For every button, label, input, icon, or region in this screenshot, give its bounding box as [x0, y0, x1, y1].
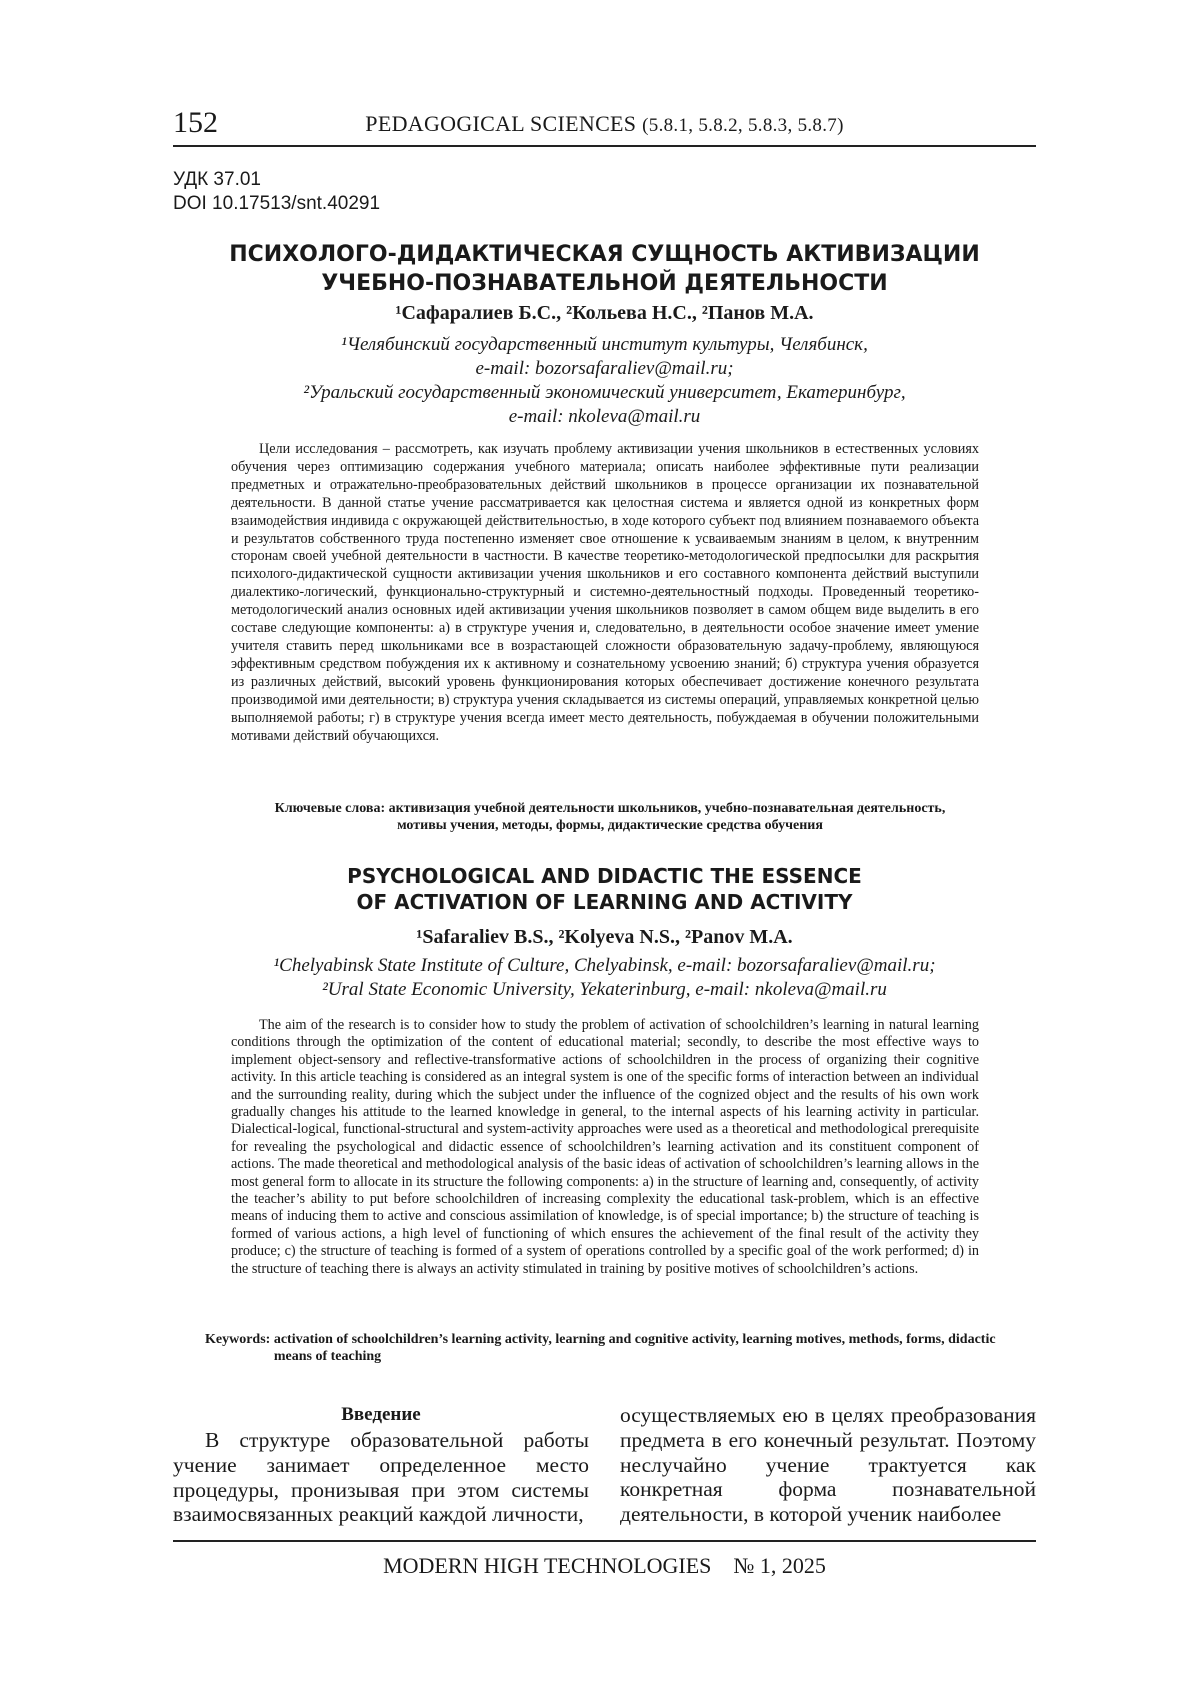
ru-title — [173, 240, 1036, 298]
section-name: PEDAGOGICAL SCIENCES — [365, 111, 637, 136]
en-title-line1: PSYCHOLOGICAL AND DIDACTIC THE ESSENCE — [347, 864, 862, 888]
en-affiliation-2: ²Ural State Economic University, Yekaterinburg, e-mail: nkoleva@mail.ru — [322, 979, 887, 1000]
page-number: 152 — [173, 106, 218, 139]
en-affiliation-1: ¹Chelyabinsk State Institute of Culture, Chelyabinsk, e-mail: bozorsafaraliev@mail.ru; — [273, 955, 936, 976]
body-column-right — [620, 1403, 1036, 1527]
ru-authors: ¹Сафаралиев Б.С., ²Кольева Н.С., ²Панов М.А. — [395, 302, 814, 324]
journal-section — [173, 111, 1036, 139]
ru-abstract: Цели исследования – рассмотреть, как изучать проблему активизации учения школьников в естественных условиях обучения через оптимизацию содержания учебного материала; описать наиболее эффективные пути реализации предметных и отражательно-преобразовательных действий школьников в процессе организации их познавательной деятельности. В данной статье учение рассматривается как целостная система и является одной из конкретных форм взаимодействия индивида с окружающей действительностью, в ходе которого субъект под влиянием познаваемого объекта и результатов собственного труда постепенно изменяет свое отношение к усваиваемым знаниям в целом, к внутренним сторонам своей учебной деятельности в частности. В качестве теоретико-методологической предпосылки для раскрытия психолого-дидактической сущности активизации учения школьников и его составного компонента действий выступили диалектико-логический, функционально-структурный и системно-деятельностный подходы. Проведенный теоретико-методологический анализ основных идей активизации учения школьников позволяет в самом общем виде выделить в его составе следующие компоненты: а) в структуре учения и, следовательно, в деятельности особое значение имеет умение учителя ставить перед школьниками все в возрастающей сложности образовательную задачу-проблему, являющуюся эффективным средством побуждения их к активному и сознательному усвоению знаний; б) структура учения образуется из различных действий, высокий уровень функционирования которых обеспечивает достижение конечного результата производимой ими деятельности; в) структура учения складывается из системы операций, управляемых конкретной целью выполняемой работы; г) в структуре учения всегда имеет место деятельность, побуждаемая в обучении положительными мотивами действий обучающихся. — [231, 441, 979, 744]
section-codes: (5.8.1, 5.8.2, 5.8.3, 5.8.7) — [642, 115, 844, 136]
en-title-line2: OF ACTIVATION OF LEARNING AND ACTIVITY — [356, 890, 853, 914]
ru-affiliation-2-email: e-mail: nkoleva@mail.ru — [508, 406, 701, 427]
en-keywords — [205, 1331, 1015, 1365]
running-head — [173, 105, 1036, 147]
footer-issue: № 1, 2025 — [733, 1553, 826, 1578]
en-authors: ¹Safaraliev B.S., ²Kolyeva N.S., ²Panov M.A. — [416, 926, 793, 948]
ru-keywords-line2: мотивы учения, методы, формы, дидактические средства обучения — [397, 818, 823, 833]
en-keywords-label: Keywords: — [205, 1332, 271, 1347]
doi: DOI 10.17513/snt.40291 — [173, 193, 381, 214]
en-keywords-text: activation of schoolchildren’s learning activity, learning and cognitive activity, learning motives, methods, forms, didactic means of teaching — [273, 1332, 996, 1364]
ru-affiliation-1: ¹Челябинский государственный институт культуры, Челябинск, — [341, 334, 868, 355]
ru-affiliation-1-email: e-mail: bozorsafaraliev@mail.ru; — [475, 358, 734, 379]
ru-affiliation-2: ²Уральский государственный экономический университет, Екатеринбург, — [303, 382, 906, 403]
ru-title-line1: ПСИХОЛОГО-ДИДАКТИЧЕСКАЯ СУЩНОСТЬ АКТИВИЗАЦИИ — [229, 242, 980, 267]
section-heading-introduction: Введение — [341, 1404, 421, 1425]
article-meta — [173, 168, 380, 216]
udc-code: УДК 37.01 — [173, 169, 261, 190]
footer-journal-name: MODERN HIGH TECHNOLOGIES — [383, 1553, 712, 1578]
body-column-left — [173, 1403, 589, 1527]
body-paragraph-right: осуществляемых ею в целях преобразования предмета в его конечный результат. Поэтому неслучайно учение трактуется как конкретная форма познавательной деятельности, в которой ученик наиболее — [620, 1403, 1036, 1527]
ru-title-line2: УЧЕБНО-ПОЗНАВАТЕЛЬНОЙ ДЕЯТЕЛЬНОСТИ — [321, 271, 888, 296]
en-affiliations — [173, 954, 1036, 1002]
ru-keywords — [205, 800, 1015, 834]
paper-page — [173, 0, 1036, 1697]
en-title — [173, 863, 1036, 915]
ru-affiliations — [173, 333, 1036, 429]
ru-keywords-line1: Ключевые слова: активизация учебной деятельности школьников, учебно-познавательная деятельность, — [274, 801, 946, 816]
en-abstract: The aim of the research is to consider how to study the problem of activation of schoolchildren’s learning in natural learning conditions through the optimization of the content of educational material; secondly, to describe the most effective ways to implement object-sensory and reflective-transformative actions of schoolchildren in the process of organizing their cognitive activity. In this article teaching is considered as an integral system is one of the specific forms of interaction between an individual and the surrounding reality, during which the subject under the influence of the cognized object and the results of his own work gradually changes his attitude to the learned knowledge in general, to the internal aspects of his learning activity in particular. Dialectical-logical, functional-structural and system-activity approaches were used as a theoretical and methodological prerequisite for revealing the psychological and didactic essence of schoolchildren’s learning activation and its constituent component of actions. The made theoretical and methodological analysis of the basic ideas of activation of schoolchildren’s learning allows in the most general form to allocate in its structure the following components: a) in the structure of learning and, consequently, of activity the teacher’s ability to put before schoolchildren of increasing complexity the educational task-problem, which is an effective means of inducing them to active and conscious assimilation of knowledge, is of special importance; b) the structure of teaching is formed of various actions, a high level of functioning of which ensures the achievement of the final result of the activity they produce; c) the structure of teaching is formed of a system of operations controlled by a specific goal of the work performed; d) in the structure of teaching there is always an activity stimulated in training by positive motives of schoolchildren’s actions. — [231, 1017, 979, 1277]
body-paragraph-left: В структуре образовательной работы учение занимает определенное место процедуры, пронизывая при этом системы взаимосвязанных реакций каждой личности, — [173, 1428, 589, 1527]
page-footer — [173, 1540, 1036, 1586]
